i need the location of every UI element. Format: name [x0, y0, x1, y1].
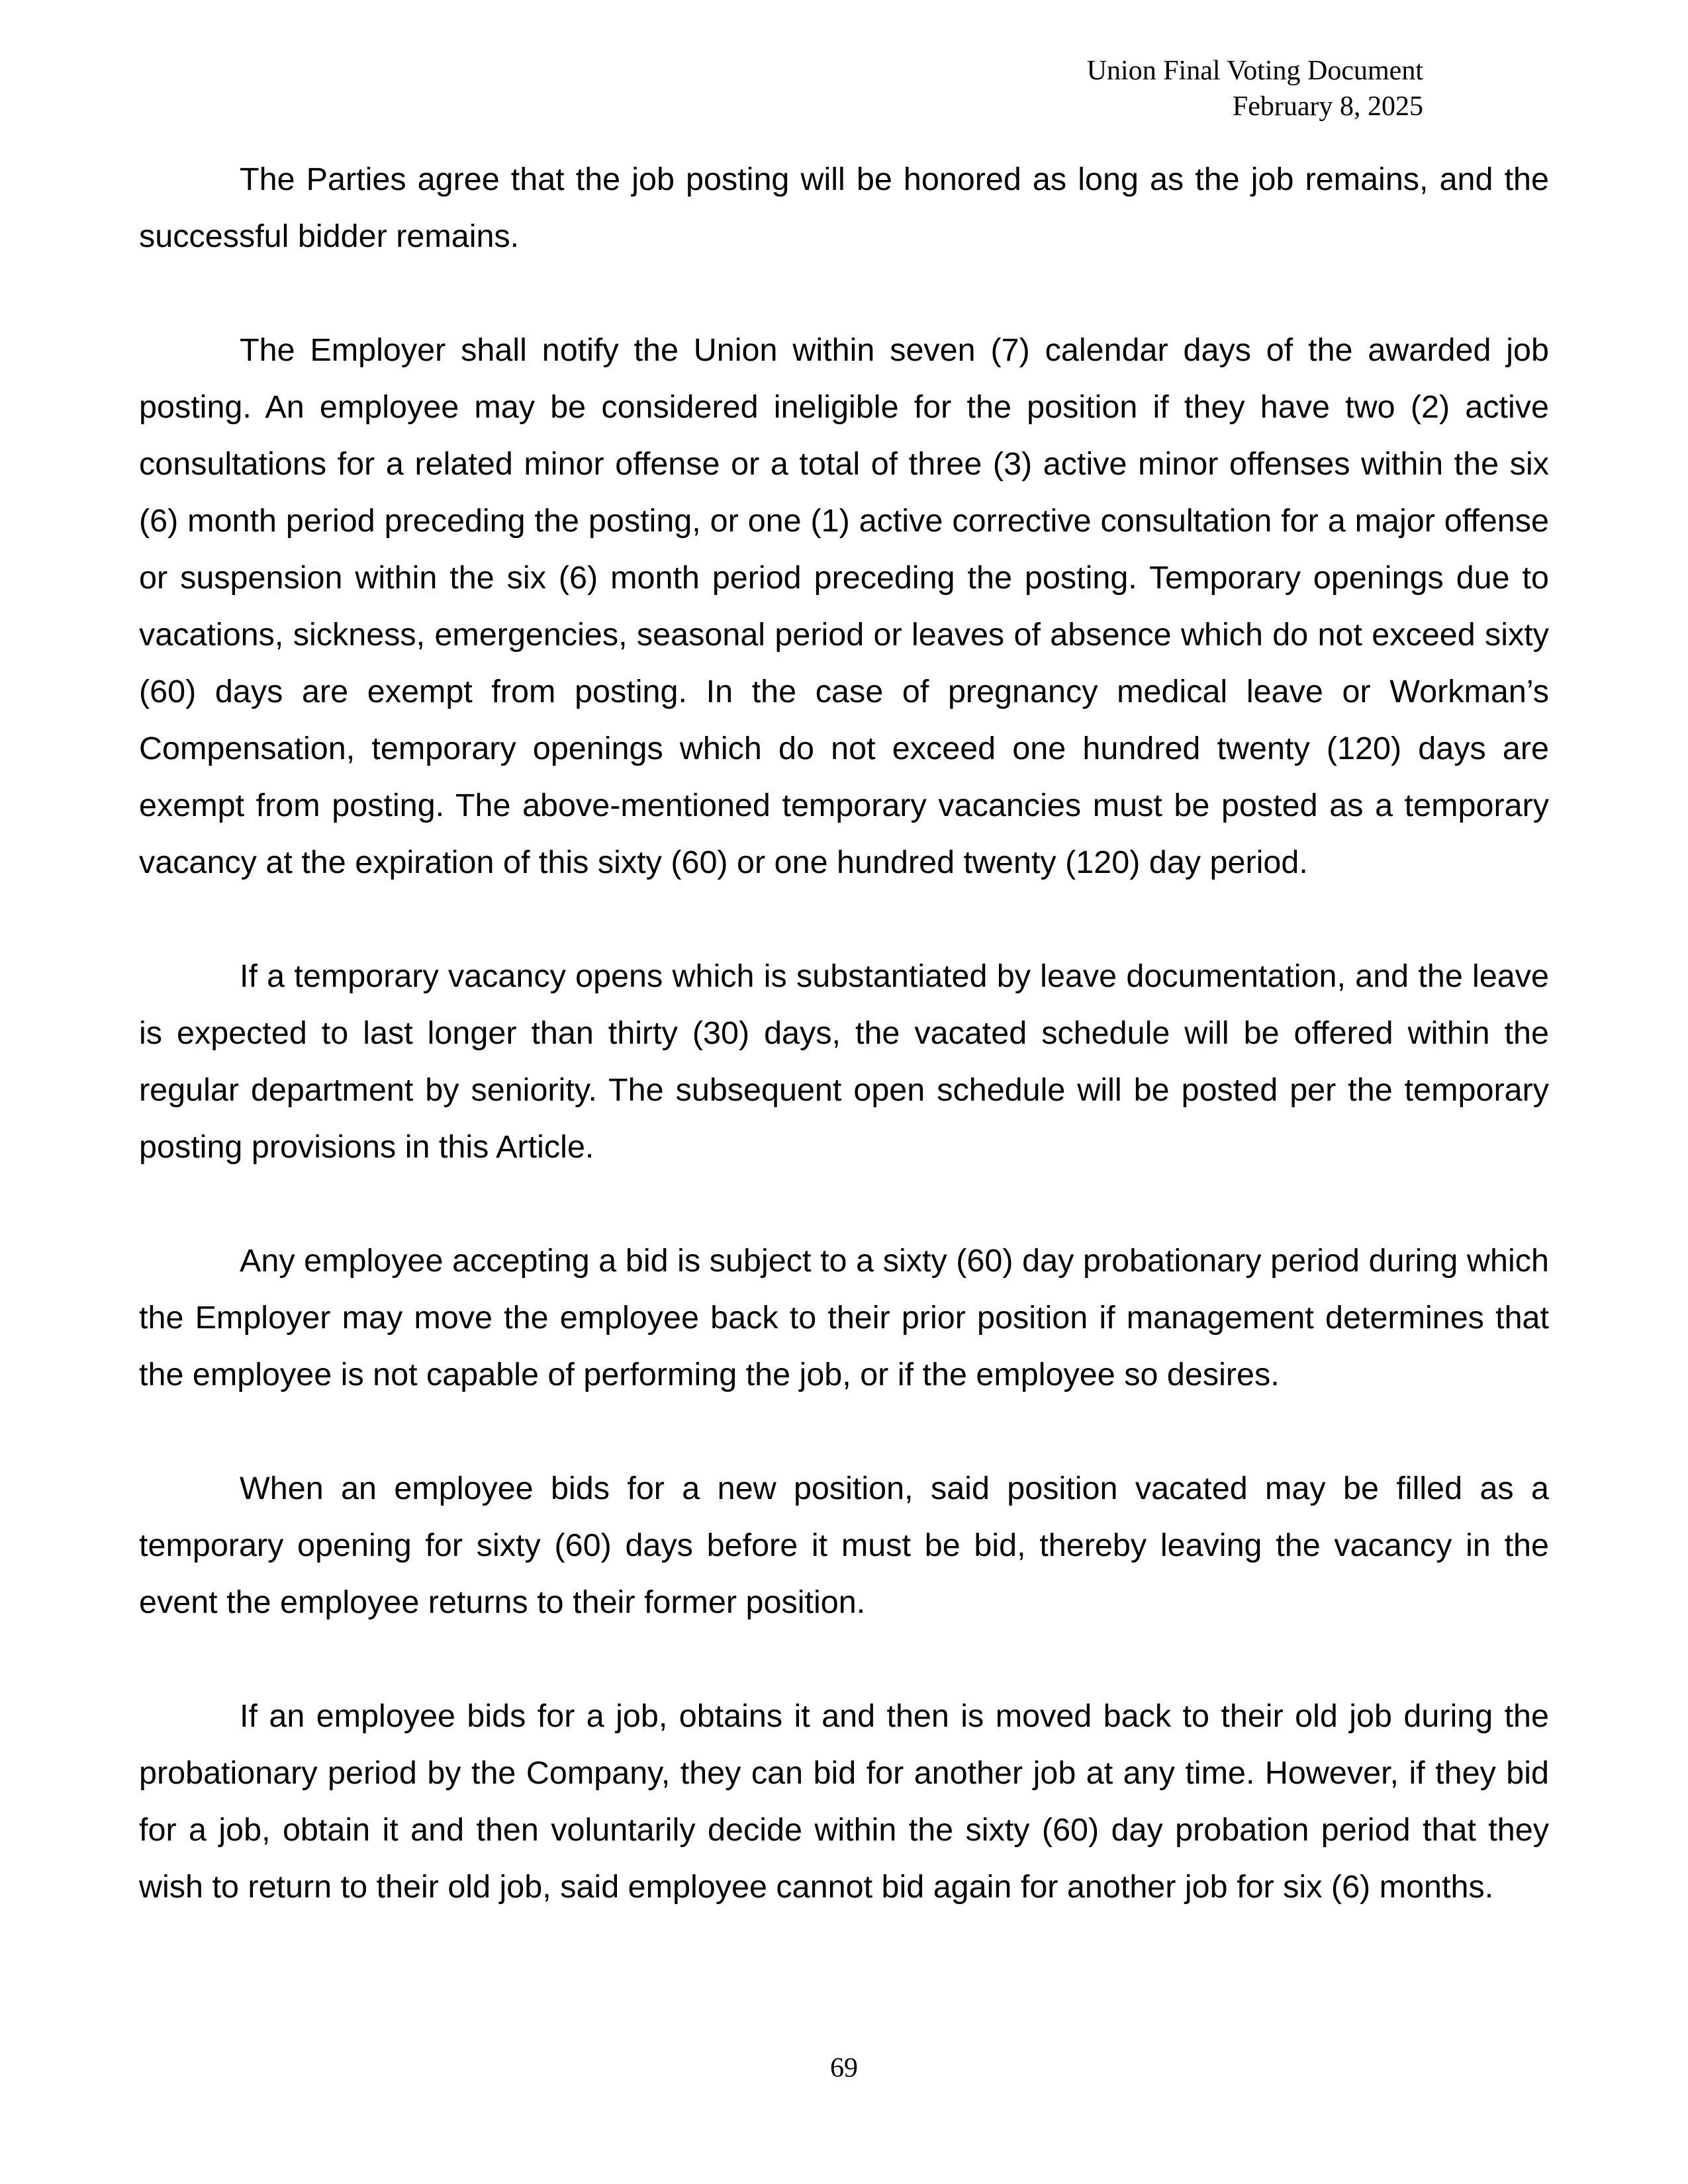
document-date: February 8, 2025	[1232, 91, 1423, 122]
page-number: 69	[830, 2053, 858, 2083]
document-header	[1087, 53, 1423, 124]
paragraph-employer-notification: The Employer shall notify the Union within seven (7) calendar days of the awarded job posting. An employee may be considered ineligible for the position if they have two (2) active consultations for a related minor offense or a total of three (3) active minor offenses within the six (6) month period preceding the posting, or one (1) active corrective consultation for a major offense or suspension within the six (6) month period preceding the posting. Temporary openings due to vacations, sickness, emergencies, seasonal period or leaves of absence which do not exceed sixty (60) days are exempt from posting. In the case of pregnancy medical leave or Workman’s Compensation, temporary openings which do not exceed one hundred twenty (120) days are exempt from posting. The above-mentioned temporary vacancies must be posted as a temporary vacancy at the expiration of this sixty (60) or one hundred twenty (120) day period.	[139, 332, 1549, 880]
paragraph-job-posting-honored: The Parties agree that the job posting will be honored as long as the job remains, and the successful bidder remains.	[139, 161, 1549, 254]
document-body	[139, 151, 1549, 1972]
paragraph-vacated-position: When an employee bids for a new position, said position vacated may be filled as a temporary opening for sixty (60) days before it must be bid, thereby leaving the vacancy in the event the employee returns to their former position.	[139, 1471, 1549, 1620]
document-title: Union Final Voting Document	[1086, 56, 1423, 86]
paragraph-probationary-period: Any employee accepting a bid is subject to a sixty (60) day probationary period during which the Employer may move the employee back to their prior position if management determines that the employee is not capable of performing the job, or if the employee so desires.	[139, 1243, 1549, 1392]
paragraph-rebid-rules: If an employee bids for a job, obtains it and then is moved back to their old job during the probationary period by the Company, they can bid for another job at any time. However, if they bid for a job, obtain it and then voluntarily decide within the sixty (60) day probation period that they wish to return to their old job, said employee cannot bid again for another job for six (6) months.	[139, 1698, 1549, 1905]
paragraph-temporary-vacancy: If a temporary vacancy opens which is substantiated by leave documentation, and the leave is expected to last longer than thirty (30) days, the vacated schedule will be offered within the regular department by seniority. The subsequent open schedule will be posted per the temporary posting provisions in this Article.	[139, 958, 1549, 1165]
